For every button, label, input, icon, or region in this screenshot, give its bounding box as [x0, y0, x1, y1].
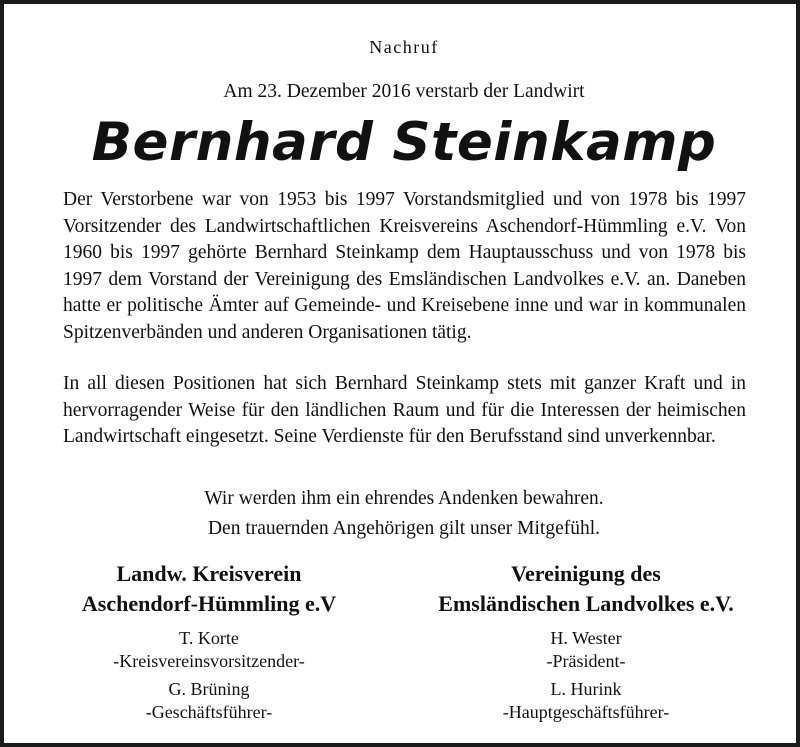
signer-role: -Hauptgeschäftsführer- [502, 702, 670, 722]
signer-role: -Kreisvereinsvorsitzender- [113, 651, 305, 671]
signer-name: T. Korte [179, 628, 239, 648]
signer-role: -Geschäftsführer- [145, 702, 273, 722]
notice-heading: Nachruf [369, 37, 439, 57]
signer-name: H. Wester [550, 628, 622, 648]
signatory-right [401, 559, 771, 724]
closing-condolence: Den trauernden Angehörigen gilt unser Mitgefühl. [207, 518, 601, 539]
signer-role: -Präsident- [546, 651, 626, 671]
deceased-name: Bernhard Steinkamp [91, 112, 717, 173]
org-name-line2: Emsländischen Landvolkes e.V. [438, 591, 734, 616]
closing-remembrance: Wir werden ihm ein ehrendes Andenken bewahren. [204, 488, 604, 509]
signer-name: L. Hurink [550, 679, 622, 699]
org-name-line2: Aschendorf-Hümmling e.V [81, 591, 337, 616]
tribute-paragraph: In all diesen Positionen hat sich Bernhard Steinkamp stets mit ganzer Kraft und in hervorragender Weise für den ländlichen Raum und für die Interessen der heimischen Landwirtschaft eingesetzt. Seine Verdienste für den Berufsstand sind unverkennbar. [63, 373, 746, 447]
org-name-line1: Vereinigung des [511, 561, 661, 586]
intro-line: Am 23. Dezember 2016 verstarb der Landwirt [223, 81, 585, 102]
signer-name: G. Brüning [168, 679, 250, 699]
biography-paragraph: Der Verstorbene war von 1953 bis 1997 Vorstandsmitglied und von 1978 bis 1997 Vorsitzender des Landwirtschaftlichen Kreisvereins Aschendorf-Hümmling e.V. Von 1960 bis 1997 gehörte Bernhard Steinkamp dem Hauptausschuss und von 1978 bis 1997 dem Vorstand der Vereinigung des Emsländischen Landvolkes e.V. an. Daneben hatte er politische Ämter auf Gemeinde- und Kreisebene inne und war in kommunalen Spitzenverbänden und anderen Organisationen tätig. [63, 189, 746, 343]
org-name-line1: Landw. Kreisverein [116, 561, 302, 586]
signatory-left [24, 559, 394, 724]
